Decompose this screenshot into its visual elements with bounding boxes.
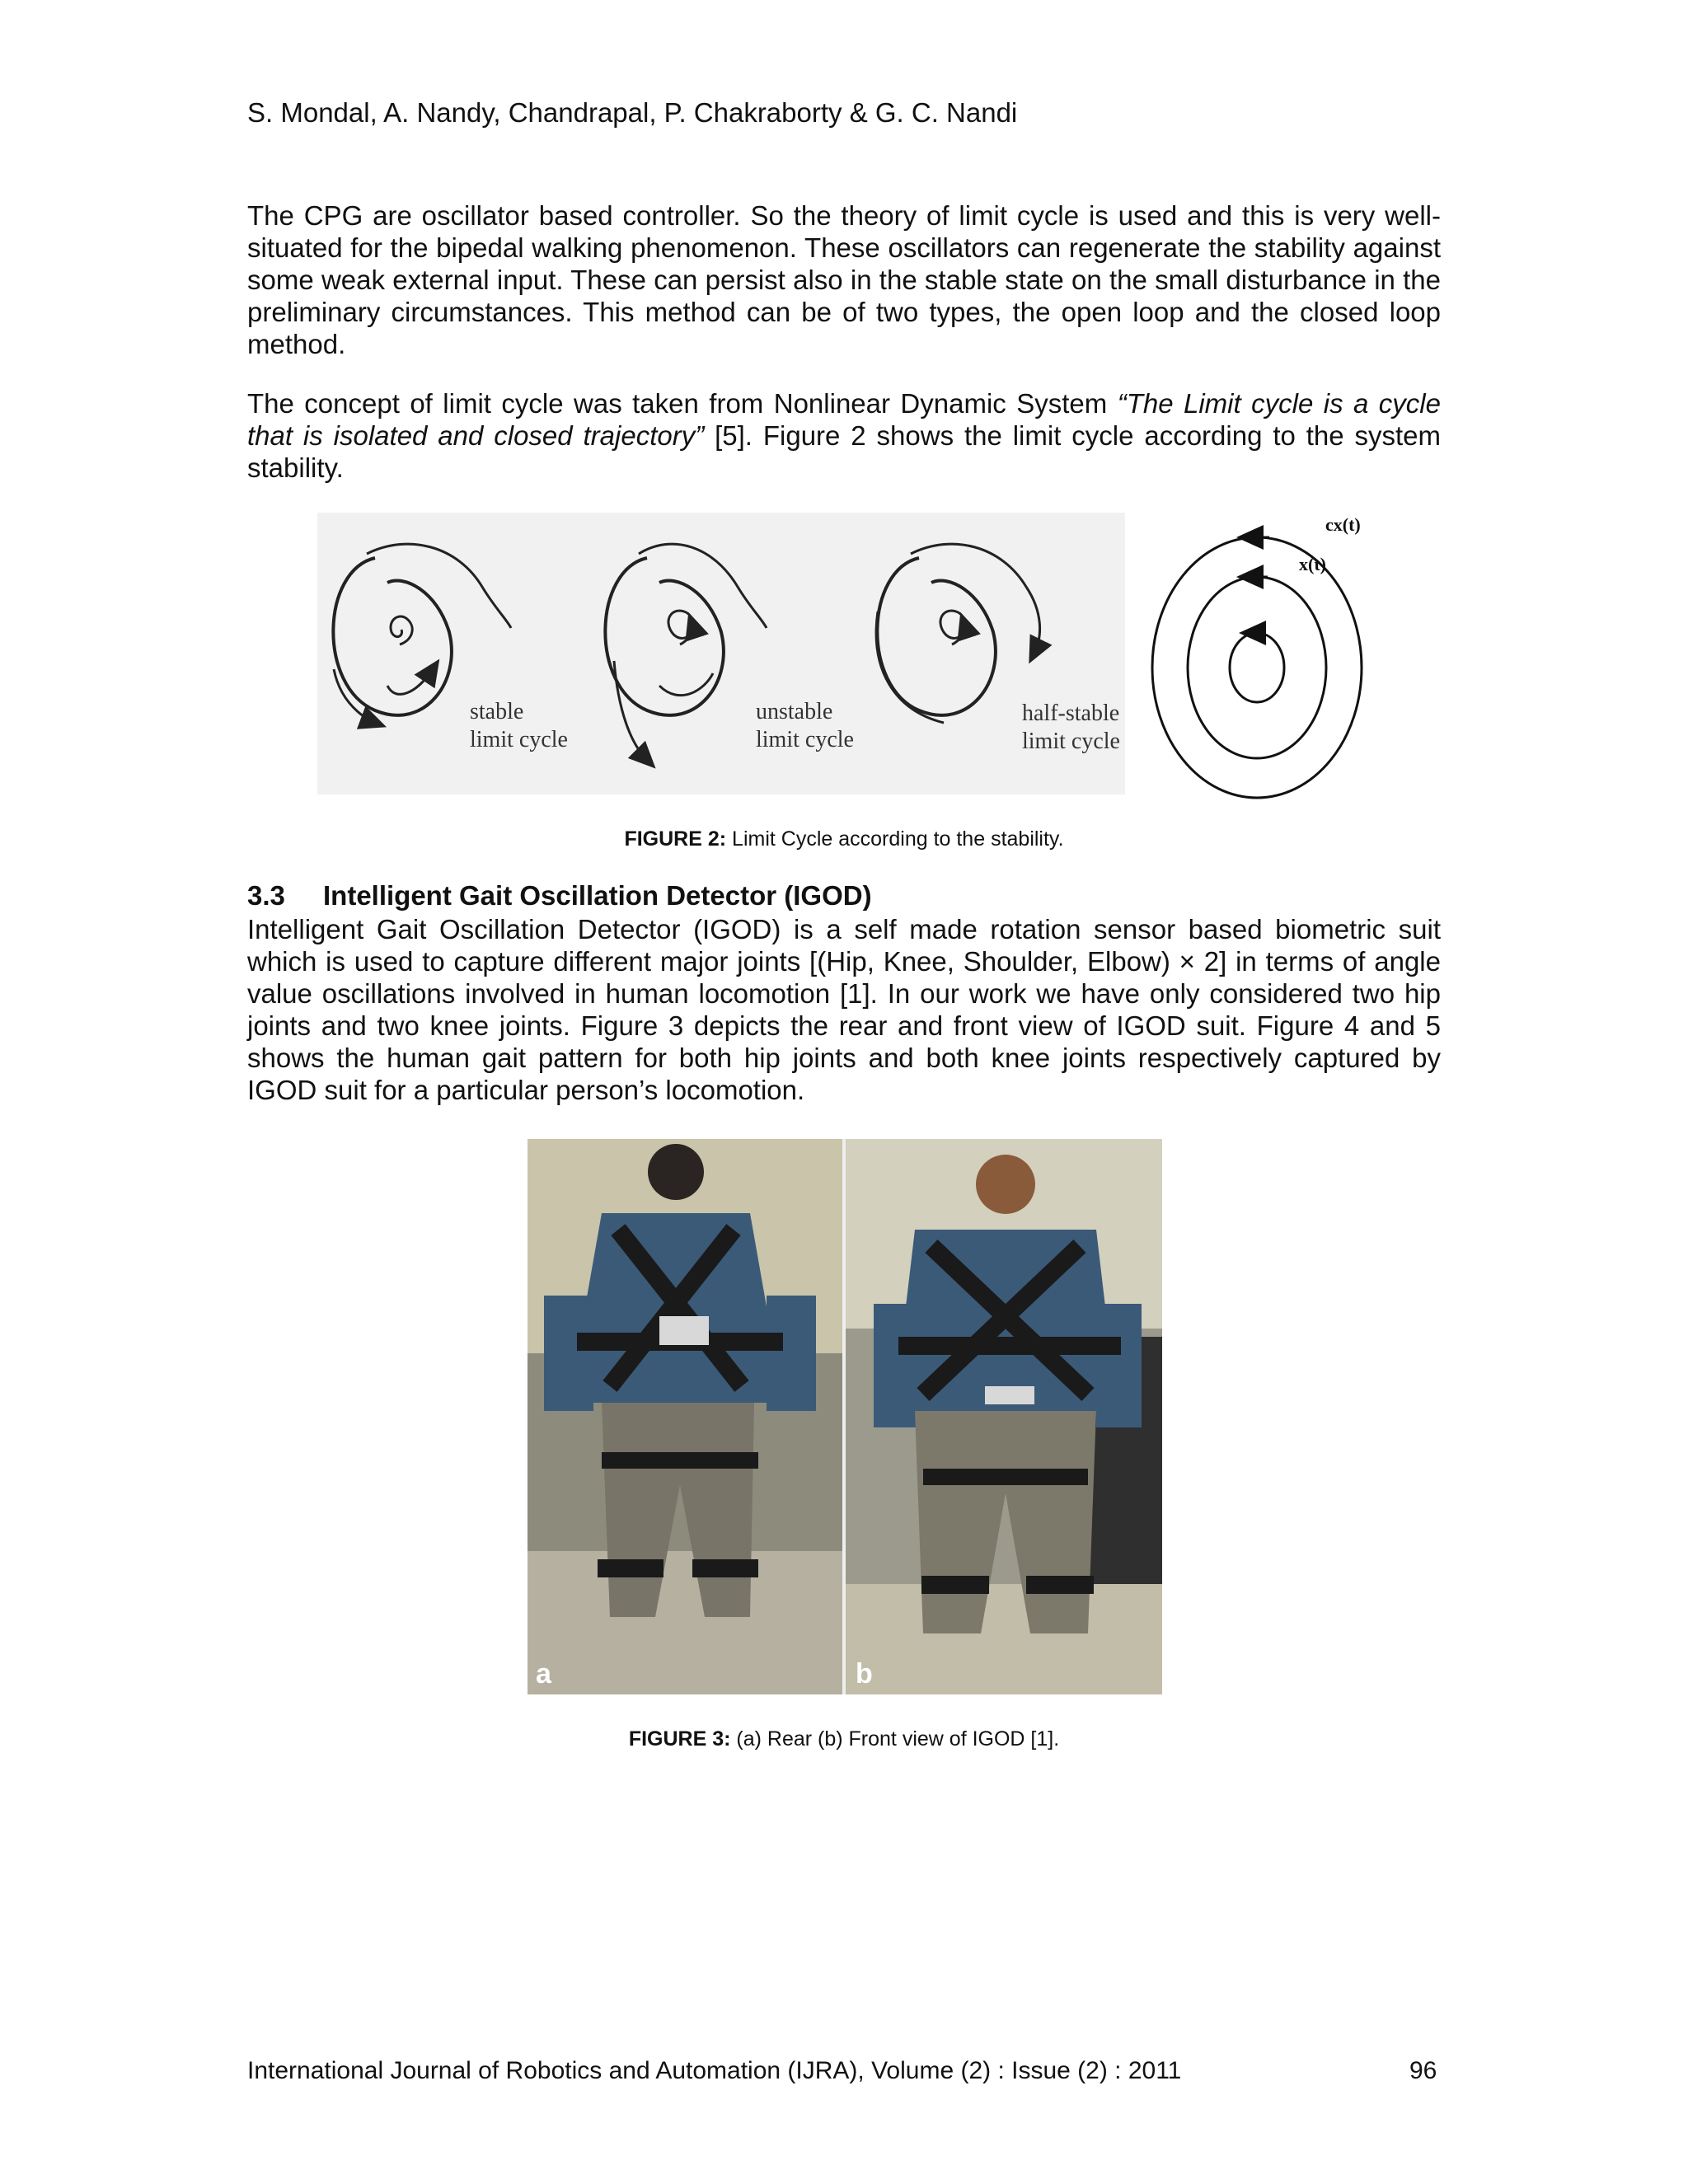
figure-3-igod-photo — [528, 1139, 1162, 1694]
x-label: x(t) — [1299, 554, 1326, 574]
section-heading — [247, 880, 872, 912]
figure-2-limit-cycle-sketches — [317, 513, 1125, 794]
section-title: Intelligent Gait Oscillation Detector (IGOD) — [323, 880, 872, 911]
figure-2-caption — [0, 827, 1688, 851]
unstable-limit-cycle-label: limit cycle — [756, 727, 854, 752]
section-number: 3.3 — [247, 880, 285, 911]
stable-label: stable — [470, 699, 524, 724]
limit-cycle-quote: “The Limit cycle is a cycle that is isolated and closed trajectory” — [247, 388, 1441, 451]
paragraph-igod: Intelligent Gait Oscillation Detector (IGOD) is a self made rotation sensor based biometric suit which is used to capture different major joints [(Hip, Knee, Shoulder, Elbow) × 2] in terms of angle value oscillations involved in human locomotion [1]. In our work we have only considered two hip joints and two knee joints. Figure 3 depicts the rear and front view of IGOD suit. Figure 4 and 5 shows the human gait pattern for both hip joints and both knee joints respectively captured by IGOD suit for a particular person’s locomotion. — [247, 914, 1441, 1105]
unstable-label: unstable — [756, 699, 833, 724]
middle-cycle — [1188, 577, 1326, 758]
figure-3-caption-text: (a) Rear (b) Front view of IGOD [1]. — [730, 1727, 1060, 1750]
figure-2-concentric-cycles — [1146, 494, 1376, 799]
panel-a-label: a — [536, 1658, 551, 1690]
figure-3-caption-label: FIGURE 3: — [628, 1727, 731, 1750]
paragraph-limit-cycle-end: [5]. Figure 2 shows the limit cycle according to the system stability. — [247, 420, 1442, 483]
footer-journal: International Journal of Robotics and Automation (IJRA), Volume (2) : Issue (2) : 2011 — [247, 2057, 1182, 2084]
page-number: 96 — [1409, 2057, 1437, 2084]
inner-cycle — [1230, 633, 1284, 702]
cx-label: cx(t) — [1325, 514, 1361, 535]
paragraph-limit-cycle — [247, 387, 1441, 484]
half-stable-limit-cycle-label: limit cycle — [1022, 729, 1120, 754]
stable-limit-cycle-label: limit cycle — [470, 727, 568, 752]
figure-3-caption — [0, 1727, 1688, 1751]
half-stable-limit-cycle-sketch — [876, 544, 1120, 754]
paragraph-cpg: The CPG are oscillator based controller. So the theory of limit cycle is used and this is very well-situated for the bipedal walking phenomenon. These oscillators can regenerate the stability against some weak external input. These can persist also in the stable state on the small disturbance in the preliminary circumstances. This method can be of two types, the open loop and the closed loop method. — [247, 200, 1441, 359]
panel-b-label: b — [856, 1658, 873, 1690]
paragraph-limit-cycle-start: The concept of limit cycle was taken from Nonlinear Dynamic System — [247, 388, 1118, 419]
running-header-authors: S. Mondal, A. Nandy, Chandrapal, P. Chakraborty & G. C. Nandi — [247, 97, 1018, 128]
figure-2-caption-label: FIGURE 2: — [624, 827, 727, 851]
unstable-limit-cycle-sketch — [605, 544, 854, 760]
figure-2-caption-text: Limit Cycle according to the stability. — [726, 827, 1064, 851]
half-stable-label: half-stable — [1022, 701, 1120, 726]
stable-limit-cycle-sketch — [333, 544, 568, 752]
